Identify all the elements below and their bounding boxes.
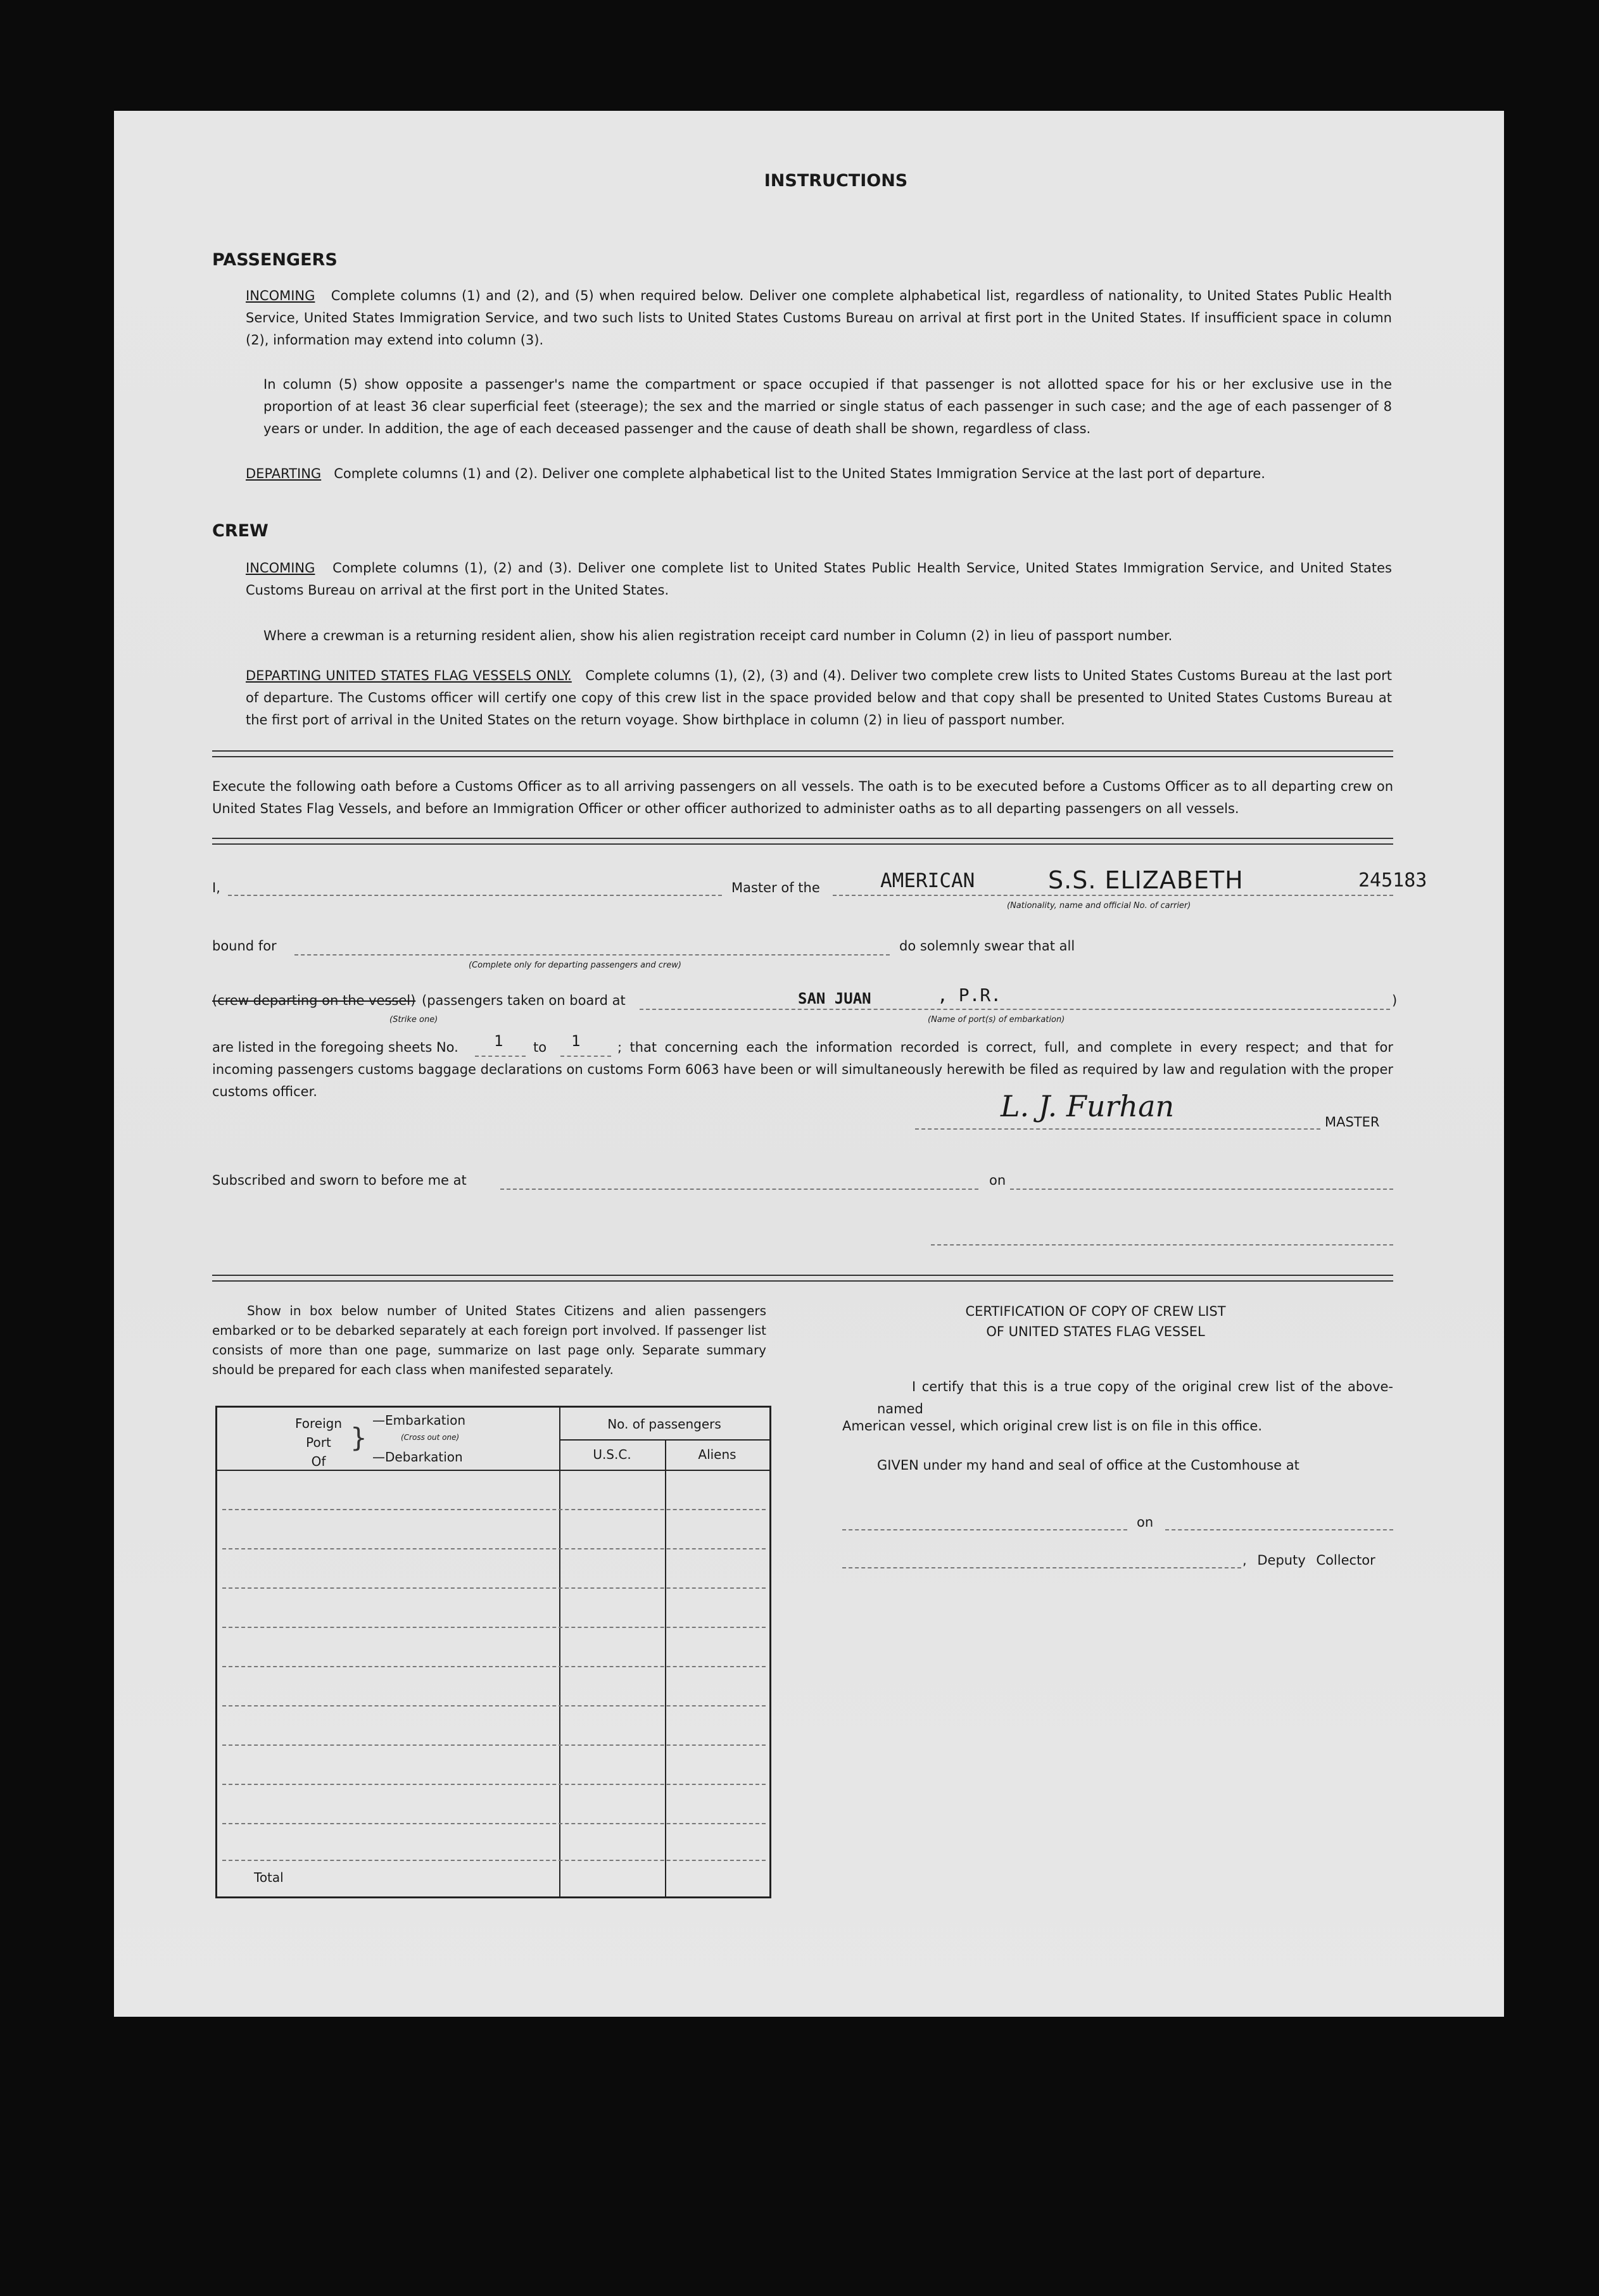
- vessel-name-value: S.S. ELIZABETH: [1048, 866, 1244, 894]
- port-state-value: , P.R.: [937, 985, 1002, 1006]
- table-row[interactable]: [222, 1823, 766, 1824]
- sworn-at-field[interactable]: [500, 1189, 978, 1190]
- port-value: SAN JUAN: [798, 990, 871, 1007]
- crew-departing-text: Complete columns (1), (2), (3) and (4). Deliver two complete crew lists to United States Customs Bureau at the last port of departure. The Customs officer will certify one copy of this crew list in the space provided below and that copy shall be presented to United States Customs Bureau at the first port of arrival in the United States on the return voyage. Show birthplace in column (2) in lieu of passport number.: [246, 668, 1392, 728]
- table-row[interactable]: [222, 1784, 766, 1785]
- table-row[interactable]: [222, 1627, 766, 1628]
- bound-for-label: bound for: [212, 938, 277, 954]
- sheet-to-value: 1: [571, 1032, 581, 1050]
- strike-caption: (Strike one): [389, 1015, 438, 1025]
- certification-title: [893, 1301, 1298, 1342]
- crew-resident-alien: Where a crewman is a returning resident alien, show his alien registration receipt card number in Column (2) in lieu of passport number.: [263, 628, 1173, 643]
- master-signature: L. J. Furhan: [1001, 1089, 1175, 1123]
- passengers-column5: In column (5) show opposite a passenger's name the compartment or space occupied if that passenger is not allotted space for his or her exclusive use in the proportion of at least 36 clear superficial feet (steerage); the sex and the married or single status of each passenger in such case; and the age of each passenger of 8 years or under. In addition, the age of each deceased passenger and the cause of death shall be shown, regardless of class.: [263, 377, 1392, 436]
- subscribed-label: Subscribed and sworn to before me at: [212, 1173, 467, 1188]
- oath-i-label: I,: [212, 880, 220, 895]
- certify-text: I certify that this is a true copy of the original crew list of the above-named: [877, 1379, 1393, 1416]
- bound-for-caption: (Complete only for departing passengers and crew): [469, 961, 681, 970]
- passengers-boarded-option: (passengers taken on board at: [422, 993, 626, 1008]
- crew-departing-label: DEPARTING UNITED STATES FLAG VESSELS ONLY.: [246, 668, 572, 683]
- crew-incoming-label: INCOMING: [246, 560, 315, 576]
- certification-on-label: on: [1137, 1515, 1154, 1530]
- crew-incoming: [246, 557, 1392, 602]
- crew-departing-option: (crew departing on the vessel): [212, 993, 416, 1008]
- crew-departing: [246, 665, 1392, 731]
- sworn-on-field[interactable]: [1010, 1189, 1393, 1190]
- foreign-label: Foreign: [294, 1416, 343, 1431]
- passenger-summary-table: [215, 1406, 771, 1898]
- passengers-heading: PASSENGERS: [212, 250, 338, 270]
- close-paren: ): [1392, 993, 1398, 1008]
- instructions-title: INSTRUCTIONS: [764, 171, 908, 191]
- deputy-collector-signature-line[interactable]: [842, 1567, 1241, 1568]
- foreign-port-of-label: [290, 1414, 347, 1471]
- swear-text: do solemnly swear that all: [899, 938, 1075, 954]
- listed-text: ; that concerning each the information recorded is correct, full, and complete in every respect; and that for incoming passengers customs baggage declarations on customs Form 6063 have been or will simultaneously herewith be filed as required by law and regulation with the proper customs officer.: [212, 1040, 1393, 1099]
- total-label: Total: [254, 1870, 284, 1885]
- passengers-incoming-text: Complete columns (1) and (2), and (5) when required below. Deliver one complete alphabetical list, regardless of nationality, to United States Public Health Service, United States Immigration Service, and two such lists to United States Customs Bureau on arrival at first port in the United States. If insufficient space in column (2), information may extend into column (3).: [246, 288, 1393, 348]
- crew-incoming-text: Complete columns (1), (2) and (3). Deliver one complete list to United States Public Health Service, United States Immigration Service, and United States Customs Bureau on arrival at the first port in the United States.: [246, 560, 1392, 598]
- port-label: Port: [306, 1435, 331, 1450]
- table-row[interactable]: [222, 1705, 766, 1706]
- crew-heading: CREW: [212, 521, 269, 541]
- summary-instruction: Show in box below number of United States Citizens and alien passengers embarked or to be debarked separately at each foreign port involved. If passenger list consists of more than one page, summarize on last page only. Separate summary should be prepared for each class when manifested separately.: [212, 1303, 766, 1377]
- sworn-on-label: on: [989, 1173, 1006, 1188]
- embarkation-label: —Embarkation: [372, 1413, 466, 1428]
- table-row[interactable]: [222, 1744, 766, 1746]
- cross-out-caption: (Cross out one): [401, 1433, 460, 1442]
- customhouse-field[interactable]: [842, 1529, 1127, 1530]
- passengers-incoming: [246, 285, 1392, 351]
- document-page: [114, 111, 1504, 2017]
- debarkation-label: —Debarkation: [372, 1449, 463, 1465]
- oath-instruction: Execute the following oath before a Customs Officer as to all arriving passengers on all vessels. The oath is to be executed before a Customs Officer as to all departing crew on United States Flag Vessels, and before an Immigration Officer or other officer authorized to administer oaths as to all departing passengers on all vessels.: [212, 779, 1393, 816]
- certification-title-line1: CERTIFICATION OF COPY OF CREW LIST: [965, 1304, 1226, 1319]
- divider: [212, 750, 1393, 757]
- no-of-passengers-header: No. of passengers: [607, 1416, 721, 1432]
- deputy-collector-label: , Deputy Collector: [1242, 1553, 1375, 1568]
- aliens-header: Aliens: [698, 1447, 736, 1462]
- carrier-caption: (Nationality, name and official No. of carrier): [1007, 901, 1191, 911]
- passengers-departing: [246, 463, 1392, 485]
- bound-for-field[interactable]: [294, 954, 890, 956]
- certification-title-line2: OF UNITED STATES FLAG VESSEL: [986, 1324, 1205, 1339]
- certification-date-field[interactable]: [1165, 1529, 1393, 1530]
- officer-signature-line[interactable]: [931, 1244, 1393, 1246]
- divider: [212, 838, 1393, 845]
- port-caption: (Name of port(s) of embarkation): [928, 1015, 1065, 1025]
- master-of-label: Master of the: [731, 880, 820, 895]
- passengers-departing-text: Complete columns (1) and (2). Deliver one complete alphabetical list to the United States Immigration Service at the last port of departure.: [334, 466, 1265, 481]
- header-sub-divider: [559, 1439, 769, 1441]
- embarkation-port-field[interactable]: [640, 1009, 1390, 1010]
- sheet-from-value: 1: [494, 1032, 503, 1050]
- table-row[interactable]: [222, 1666, 766, 1667]
- nationality-value: AMERICAN: [880, 869, 975, 892]
- column-divider: [665, 1439, 666, 1896]
- usc-header: U.S.C.: [593, 1447, 631, 1462]
- divider: [212, 1275, 1393, 1282]
- table-row[interactable]: [222, 1548, 766, 1549]
- table-row[interactable]: [222, 1509, 766, 1510]
- official-number-value: 245183: [1358, 869, 1427, 892]
- table-row[interactable]: [222, 1860, 766, 1861]
- carrier-field[interactable]: [833, 895, 1393, 896]
- table-row[interactable]: [222, 1587, 766, 1589]
- certify-text-2: American vessel, which original crew list is on file in this office.: [842, 1418, 1263, 1434]
- listed-prefix: are listed in the foregoing sheets No.: [212, 1040, 458, 1055]
- to-label: to: [533, 1040, 547, 1055]
- brace: }: [350, 1422, 367, 1453]
- passengers-departing-label: DEPARTING: [246, 466, 322, 481]
- of-label: Of: [311, 1454, 326, 1469]
- passengers-incoming-label: INCOMING: [246, 288, 315, 303]
- master-signature-line[interactable]: [915, 1128, 1320, 1130]
- given-text: GIVEN under my hand and seal of office at the Customhouse at: [877, 1458, 1299, 1473]
- master-label: MASTER: [1325, 1114, 1380, 1130]
- master-name-field[interactable]: [228, 895, 722, 896]
